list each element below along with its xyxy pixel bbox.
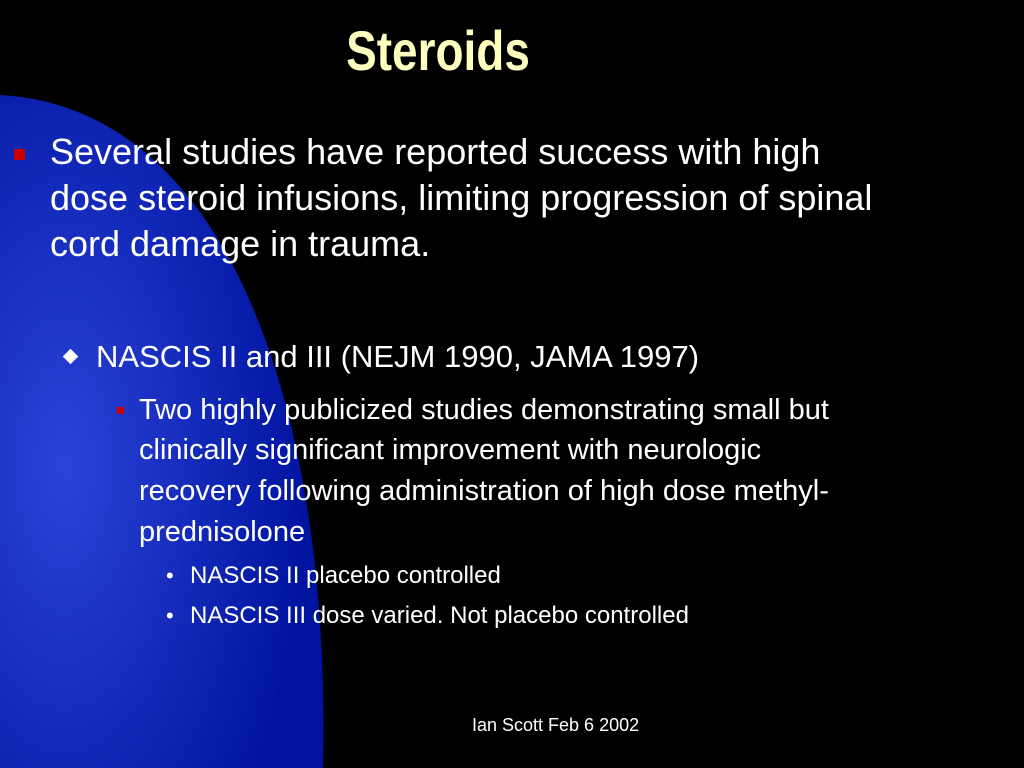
small-square-bullet-icon [117,407,124,414]
bullet-l3-line: prednisolone [139,516,306,548]
bullet-l1-line: Several studies have reported success with high [50,131,821,172]
dot-bullet-icon: • [166,563,174,588]
square-bullet-icon [14,149,25,160]
bullet-l4-item: NASCIS III dose varied. Not placebo controlled [190,602,689,629]
bullet-l4-item: NASCIS II placebo controlled [190,562,501,589]
bullet-l1-line: cord damage in trauma. [50,223,431,264]
bullet-l1-line: dose steroid infusions, limiting progression of spinal [50,177,873,218]
slide-title: Steroids [346,19,530,82]
bullet-l3-line: Two highly publicized studies demonstrating small but [139,394,829,426]
dot-bullet-icon: • [166,603,174,628]
bullet-l3-line: recovery following administration of high dose methyl- [139,475,829,507]
bullet-l3-line: clinically significant improvement with neurologic [139,434,762,466]
slide-footer: Ian Scott Feb 6 2002 [472,715,640,735]
bullet-l2-text: NASCIS II and III (NEJM 1990, JAMA 1997) [96,339,700,374]
